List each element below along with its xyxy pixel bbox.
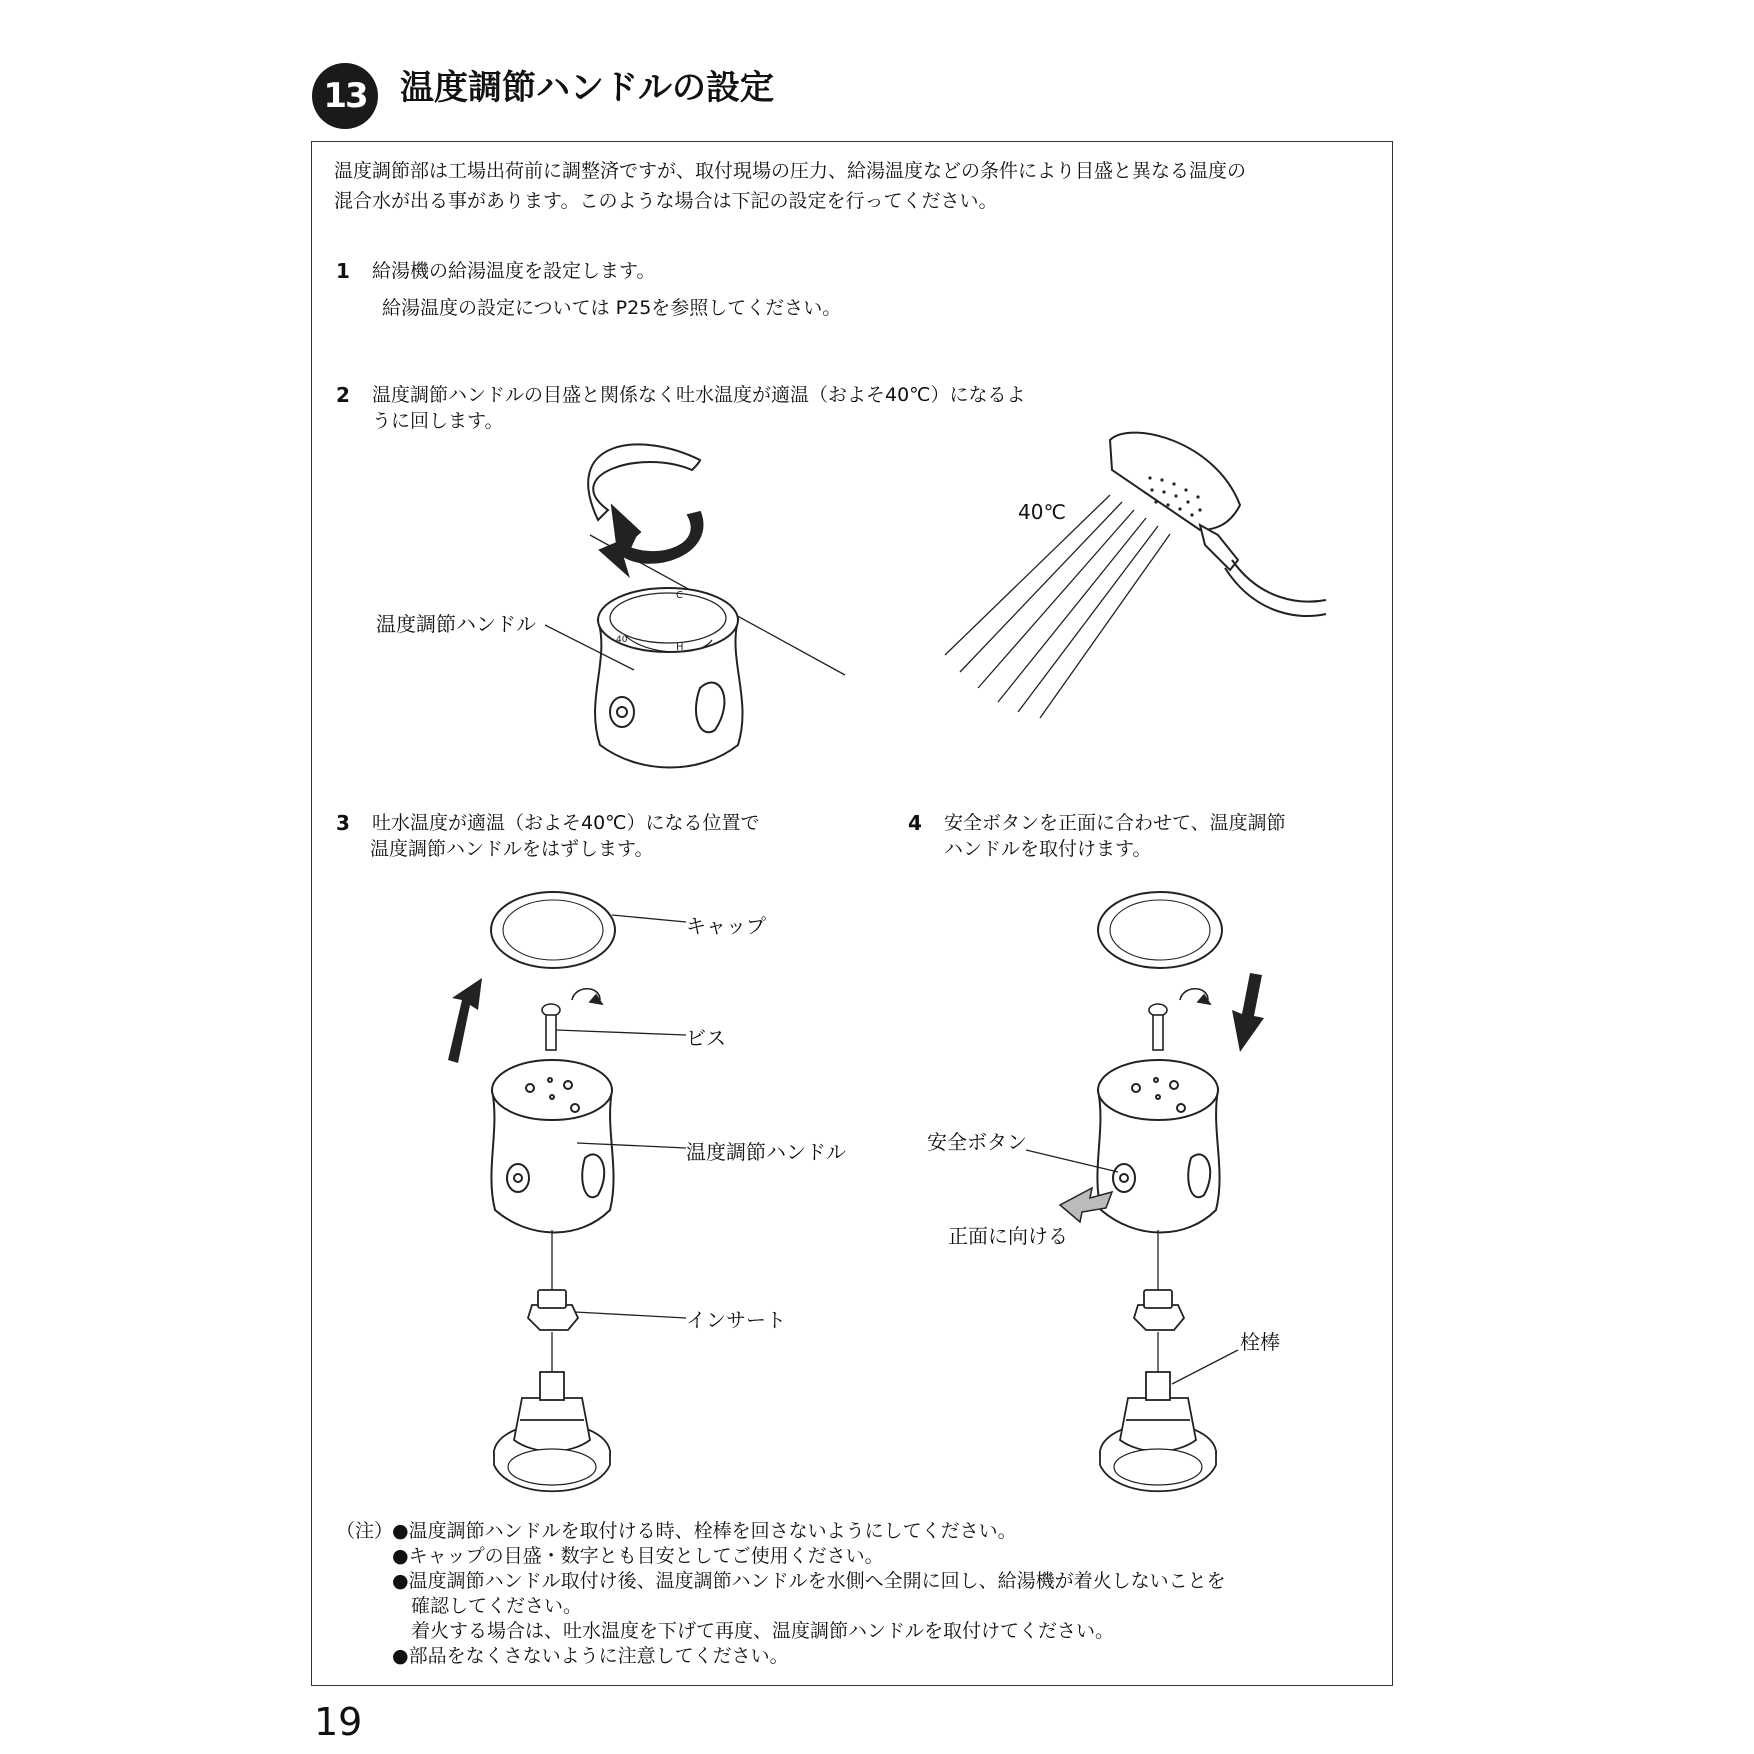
down-arrow-icon	[1232, 973, 1264, 1052]
water-streams	[945, 495, 1170, 718]
page-number: 19	[314, 1700, 363, 1744]
cap-part-step4	[1098, 892, 1222, 968]
screw-part-step3	[542, 989, 602, 1050]
temperature-handle-step2	[595, 588, 742, 768]
handle-label-step2: 温度調節ハンドル	[376, 612, 536, 636]
temperature-handle-step3	[491, 1060, 613, 1233]
temperature-label: 40℃	[1018, 500, 1066, 524]
step-1-line-1: 給湯機の給湯温度を設定します。	[372, 260, 656, 282]
cap-label: キャップ	[686, 914, 766, 938]
step-2-line-1: 温度調節ハンドルの目盛と関係なく吐水温度が適温（およそ40℃）になるよ	[372, 384, 1026, 406]
insert-part-step3	[528, 1290, 578, 1330]
screw-label: ビス	[686, 1026, 726, 1050]
note-line-3: ●温度調節ハンドル取付け後、温度調節ハンドルを水側へ全開に回し、給湯機が着火しないことを	[392, 1570, 1226, 1592]
safety-button-label: 安全ボタン	[927, 1130, 1027, 1154]
handle-label-step3: 温度調節ハンドル	[686, 1140, 846, 1164]
step-4-line-1: 安全ボタンを正面に合わせて、温度調節	[944, 812, 1286, 834]
step-4-line-2: ハンドルを取付けます。	[944, 838, 1152, 860]
note-line-5: 着火する場合は、吐水温度を下げて再度、温度調節ハンドルを取付けてください。	[392, 1620, 1115, 1642]
note-line-6: ●部品をなくさないように注意してください。	[392, 1645, 789, 1667]
step-2-number: 2	[336, 383, 350, 407]
temperature-handle-step4	[1097, 1060, 1219, 1233]
note-line-2: ●キャップの目盛・数字とも目安としてご使用ください。	[392, 1545, 884, 1567]
section-number-badge: 13	[312, 63, 378, 129]
step-1-number: 1	[336, 259, 350, 283]
rotate-arrows-icon	[588, 444, 702, 575]
dial-40-mark: 40	[616, 635, 628, 645]
intro-line-2: 混合水が出る事があります。このような場合は下記の設定を行ってください。	[334, 190, 998, 212]
shower-head-icon	[1110, 433, 1326, 616]
step-3-line-1: 吐水温度が適温（およそ40℃）になる位置で	[372, 812, 760, 834]
cap-part-step3	[491, 892, 615, 968]
intro-line-1: 温度調節部は工場出荷前に調整済ですが、取付現場の圧力、給湯温度などの条件により目盛と異なる温度の	[334, 160, 1247, 182]
cartridge-base-step4	[1100, 1372, 1216, 1491]
note-line-4: 確認してください。	[392, 1595, 583, 1617]
dial-h-mark: H	[676, 642, 684, 653]
cartridge-base-step3	[494, 1372, 610, 1491]
section-title: 温度調節ハンドルの設定	[400, 68, 774, 108]
note-line-1: ●温度調節ハンドルを取付ける時、栓棒を回さないようにしてください。	[392, 1520, 1017, 1542]
insert-part-step4	[1134, 1290, 1184, 1330]
face-front-label: 正面に向ける	[948, 1224, 1068, 1248]
step-2-line-2: うに回します。	[372, 410, 504, 432]
step-3-number: 3	[336, 811, 350, 835]
notes-prefix: （注）	[336, 1520, 394, 1542]
step-3-line-2: 温度調節ハンドルをはずします。	[370, 838, 654, 860]
dial-c-mark: C	[676, 590, 683, 601]
spindle-label: 栓棒	[1240, 1330, 1280, 1354]
screw-part-step4	[1149, 989, 1210, 1050]
step-4-number: 4	[908, 811, 922, 835]
insert-label: インサート	[686, 1308, 786, 1332]
up-arrow-icon	[448, 978, 482, 1063]
step-1-line-2: 給湯温度の設定については P25を参照してください。	[382, 297, 842, 319]
